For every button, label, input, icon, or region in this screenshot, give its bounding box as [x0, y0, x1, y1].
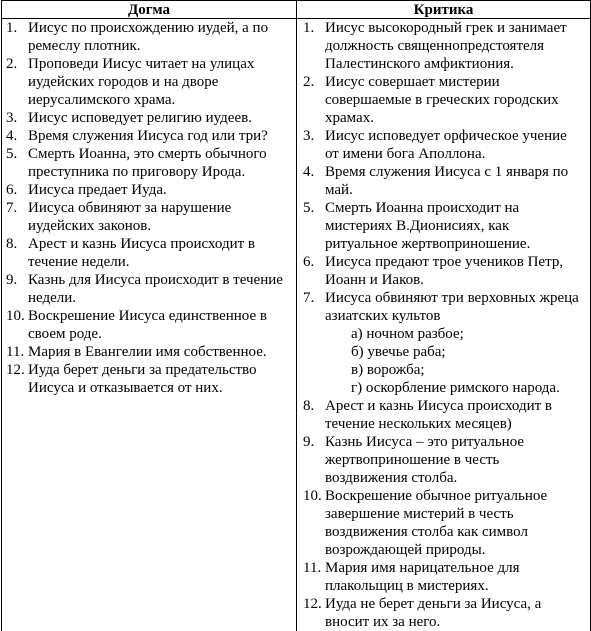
list-item — [297, 73, 590, 127]
item-number: 2. — [297, 73, 325, 127]
item-number: 5. — [297, 199, 325, 253]
item-number: 9. — [2, 271, 28, 307]
header-row — [2, 1, 591, 19]
item-text: Арест и казнь Иисуса происходит в течение недели. — [28, 235, 296, 271]
item-text: Смерть Иоанна происходит на мистериях В.Дионисиях, как ритуальное жертвоприношение. — [325, 199, 590, 253]
item-text: Мария имя нарицательное для плакольщиц в мистериях. — [325, 559, 590, 595]
item-text: Иисуса предает Иуда. — [28, 181, 296, 199]
item-number: 8. — [2, 235, 28, 271]
item-number: 4. — [2, 127, 28, 145]
item-number: 1. — [297, 19, 325, 73]
item-number: 10. — [2, 307, 28, 343]
dogma-column — [2, 19, 297, 631]
list-item — [2, 343, 296, 361]
list-item — [2, 271, 296, 307]
list-item — [297, 397, 590, 433]
item-text: Время служения Иисуса с 1 января по май. — [325, 163, 590, 199]
sub-item: в) ворожба; — [325, 361, 584, 379]
list-item — [2, 127, 296, 145]
item-number: 11. — [2, 343, 28, 361]
item-number: 5. — [2, 145, 28, 181]
list-item — [2, 181, 296, 199]
item-text: Иуда берет деньги за предательство Иисуса и отказывается от них. — [28, 361, 296, 397]
list-item — [297, 199, 590, 253]
list-item — [297, 433, 590, 487]
comparison-table — [1, 0, 591, 631]
item-text-with-subitems — [325, 289, 590, 397]
item-text: Иуда не берет деньги за Иисуса, а вносит их за него. — [325, 595, 590, 631]
sub-item: г) оскорбление римского народа. — [325, 379, 584, 397]
item-number: 4. — [297, 163, 325, 199]
item-text: Проповеди Иисус читает на улицах иудейских городов и на дворе иерусалимского храма. — [28, 55, 296, 109]
list-item — [297, 127, 590, 163]
list-item — [297, 487, 590, 559]
item-number: 7. — [297, 289, 325, 397]
list-item — [2, 19, 296, 55]
item-text: Иисуса предают трое учеников Петр, Иоанн и Иаков. — [325, 253, 590, 289]
item-text: Иисус исповедует орфическое учение от имени бога Аполлона. — [325, 127, 590, 163]
item-text: Время служения Иисуса год или три? — [28, 127, 296, 145]
list-item — [2, 361, 296, 397]
item-text: Иисус исповедует религию иудеев. — [28, 109, 296, 127]
body-row — [2, 19, 591, 631]
item-number: 3. — [297, 127, 325, 163]
item-text: Смерть Иоанна, это смерть обычного преступника по приговору Ирода. — [28, 145, 296, 181]
list-item — [297, 163, 590, 199]
item-number: 8. — [297, 397, 325, 433]
list-item — [2, 109, 296, 127]
item-number: 12. — [297, 595, 325, 631]
item-number: 9. — [297, 433, 325, 487]
list-item — [2, 55, 296, 109]
item-text: Казнь для Иисуса происходит в течение недели. — [28, 271, 296, 307]
list-item — [2, 145, 296, 181]
item-number: 6. — [2, 181, 28, 199]
item-text: Казнь Иисуса – это ритуальное жертвоприношение в честь воздвижения столба. — [325, 433, 590, 487]
item-text: Иисус по происхождению иудей, а по ремеслу плотник. — [28, 19, 296, 55]
item-text: Воскрешение Иисуса единственное в своем роде. — [28, 307, 296, 343]
item-text: Арест и казнь Иисуса происходит в течение нескольких месяцев) — [325, 397, 590, 433]
header-dogma: Догма — [2, 1, 297, 19]
item-text: Иисуса обвиняют три верховных жреца азиатских культов — [325, 290, 579, 324]
list-item — [2, 199, 296, 235]
item-text: Иисуса обвиняют за нарушение иудейских законов. — [28, 199, 296, 235]
item-number: 10. — [297, 487, 325, 559]
list-item — [297, 595, 590, 631]
list-item — [297, 559, 590, 595]
dogma-list — [2, 19, 296, 397]
list-item — [297, 253, 590, 289]
item-text: Воскрешение обычное ритуальное завершение мистерий в честь воздвижения столба как символ возрождающей природы. — [325, 487, 590, 559]
item-text: Иисус высокородный грек и занимает должность священнопредстоятеля Палестинского амфиктиония. — [325, 19, 590, 73]
header-critique: Критика — [297, 1, 591, 19]
list-item — [297, 19, 590, 73]
sub-item: а) ночном разбое; — [325, 325, 584, 343]
item-number: 11. — [297, 559, 325, 595]
item-number: 12. — [2, 361, 28, 397]
sub-item: б) увечье раба; — [325, 343, 584, 361]
list-item — [2, 307, 296, 343]
item-text: Мария в Евангелии имя собственное. — [28, 343, 296, 361]
item-number: 2. — [2, 55, 28, 109]
item-number: 1. — [2, 19, 28, 55]
critique-list — [297, 19, 590, 631]
list-item — [2, 235, 296, 271]
critique-column — [297, 19, 591, 631]
list-item — [297, 289, 590, 397]
item-number: 3. — [2, 109, 28, 127]
item-text: Иисус совершает мистерии совершаемые в греческих городских храмах. — [325, 73, 590, 127]
item-number: 6. — [297, 253, 325, 289]
item-number: 7. — [2, 199, 28, 235]
